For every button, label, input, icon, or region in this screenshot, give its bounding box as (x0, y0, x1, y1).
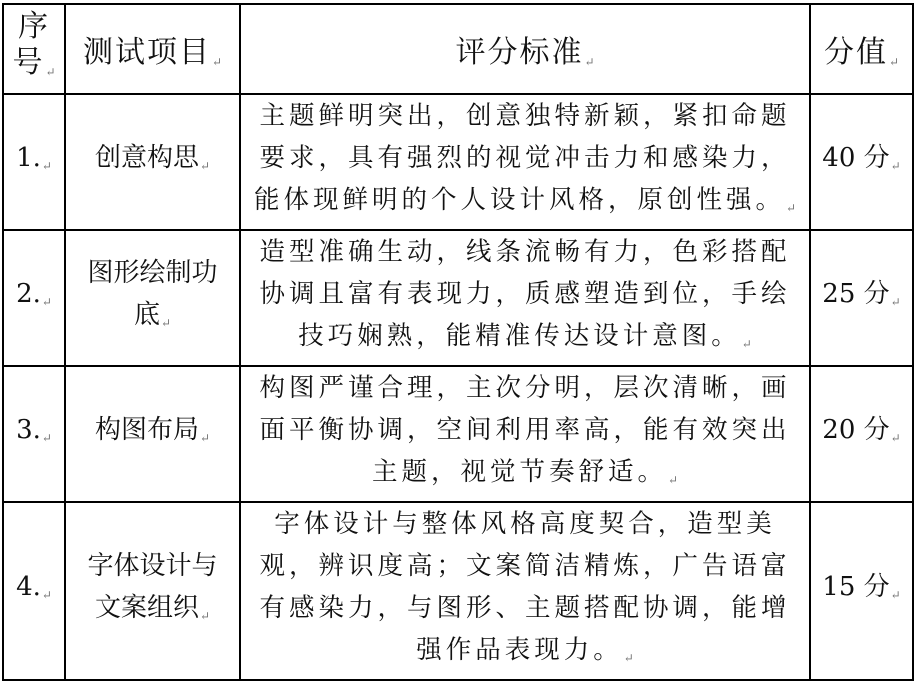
test-item-cell (65, 94, 240, 230)
table-row (3, 502, 913, 680)
header-score (810, 4, 913, 94)
test-item-cell (65, 366, 240, 502)
score-cell (810, 94, 913, 230)
paragraph-mark-icon: ↵ (41, 159, 52, 173)
test-item-cell (65, 502, 240, 680)
header-score-label: 分值 (823, 35, 888, 70)
paragraph-mark-icon: ↵ (785, 201, 797, 215)
score-value: 40 分 (822, 143, 890, 173)
paragraph-mark-icon: ↵ (199, 609, 211, 623)
table-row (3, 230, 913, 366)
criteria-text: 造型准确生动，线条流畅有力，色彩搭配协调且富有表现力，质感塑造到位，手绘技巧娴熟，能精准传达设计意图。 (259, 237, 791, 351)
test-item-name: 字体设计与文案组织 (87, 551, 218, 623)
paragraph-mark-icon: ↵ (45, 64, 56, 79)
row-number: 2. (16, 279, 41, 309)
criteria-text: 构图严谨合理，主次分明，层次清晰，画面平衡协调，空间利用率高，能有效突出主题，视觉节奏舒适。 (259, 373, 791, 487)
row-number-cell (3, 366, 65, 502)
criteria-text: 字体设计与整体风格高度契合，造型美观，辨识度高；文案简洁精炼，广告语富有感染力，与图形、主题搭配协调，能增强作品表现力。 (259, 509, 791, 665)
row-number: 1. (16, 143, 41, 173)
criteria-cell (240, 366, 810, 502)
score-value: 25 分 (822, 279, 890, 309)
criteria-text: 主题鲜明突出，创意独特新颖，紧扣命题要求，具有强烈的视觉冲击力和感染力，能体现鲜明的个人设计风格，原创性强。 (253, 101, 791, 215)
paragraph-mark-icon: ↵ (211, 55, 223, 69)
paragraph-mark-icon: ↵ (584, 55, 595, 69)
row-number: 3. (16, 415, 41, 445)
paragraph-mark-icon: ↵ (667, 473, 679, 487)
score-cell (810, 502, 913, 680)
header-no (3, 4, 65, 94)
header-criteria-label: 评分标准 (455, 35, 584, 70)
paragraph-mark-icon: ↵ (890, 159, 901, 173)
paragraph-mark-icon: ↵ (41, 295, 52, 309)
paragraph-mark-icon: ↵ (888, 55, 900, 69)
header-item-label: 测试项目 (82, 35, 211, 70)
paragraph-mark-icon: ↵ (890, 431, 901, 445)
table-row (3, 94, 913, 230)
paragraph-mark-icon: ↵ (890, 295, 901, 309)
header-no-label: 序号 (12, 8, 50, 80)
test-item-cell (65, 230, 240, 366)
paragraph-mark-icon: ↵ (41, 588, 52, 602)
test-item-name: 创意构思 (94, 143, 199, 173)
row-number-cell (3, 94, 65, 230)
scoring-table (2, 3, 914, 681)
score-cell (810, 366, 913, 502)
paragraph-mark-icon: ↵ (623, 651, 634, 665)
paragraph-mark-icon: ↵ (199, 159, 211, 173)
paragraph-mark-icon: ↵ (199, 431, 211, 445)
table-header-row (3, 4, 913, 94)
paragraph-mark-icon: ↵ (41, 431, 52, 445)
scoring-table-container (2, 3, 914, 681)
row-number-cell (3, 230, 65, 366)
paragraph-mark-icon: ↵ (741, 337, 752, 351)
table-row (3, 366, 913, 502)
criteria-cell (240, 94, 810, 230)
row-number-cell (3, 502, 65, 680)
criteria-cell (240, 230, 810, 366)
score-cell (810, 230, 913, 366)
test-item-name: 构图布局 (94, 415, 199, 445)
score-value: 15 分 (822, 572, 890, 602)
paragraph-mark-icon: ↵ (160, 316, 172, 330)
criteria-cell (240, 502, 810, 680)
header-criteria (240, 4, 810, 94)
header-item (65, 4, 240, 94)
paragraph-mark-icon: ↵ (890, 588, 901, 602)
score-value: 20 分 (822, 415, 890, 445)
test-item-name: 图形绘制功底 (87, 258, 218, 330)
row-number: 4. (16, 572, 41, 602)
